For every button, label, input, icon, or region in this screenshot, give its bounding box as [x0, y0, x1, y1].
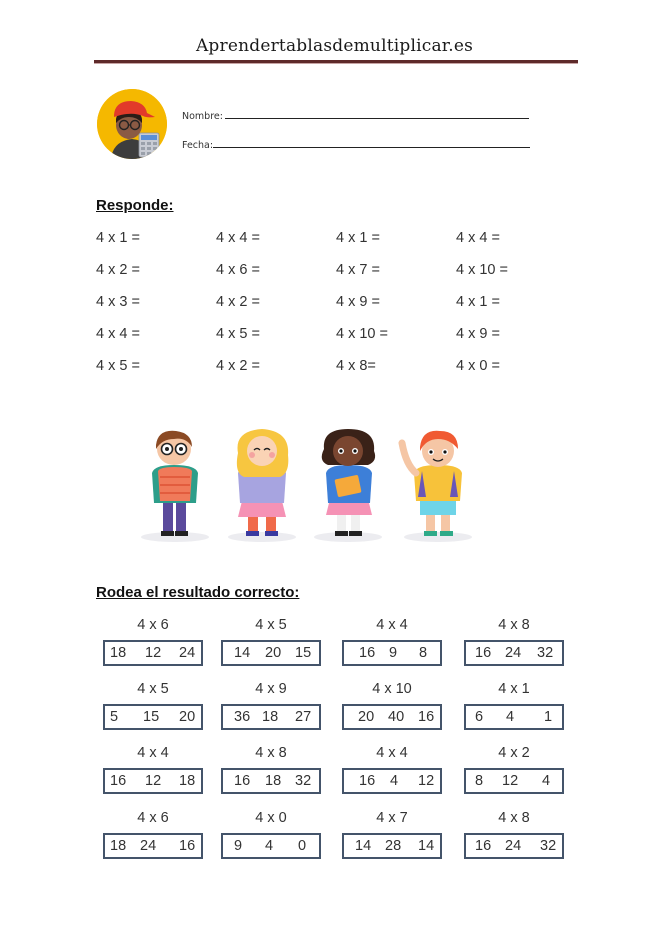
answer-option[interactable]: 27 — [295, 709, 312, 725]
choice-question: 4 x 2 — [498, 745, 530, 761]
answer-option[interactable]: 4 — [506, 709, 515, 725]
answer-option[interactable]: 16 — [475, 645, 492, 661]
responde-row — [96, 358, 576, 378]
choice-question-block — [464, 617, 564, 661]
choice-question-block — [103, 617, 203, 661]
multiplication-problem: 4 x 1 = — [336, 230, 380, 246]
answer-option[interactable]: 16 — [110, 773, 127, 789]
multiplication-problem: 4 x 2 = — [216, 358, 260, 374]
responde-heading: Responde: — [96, 197, 174, 214]
multiplication-problem: 4 x 1 = — [456, 294, 500, 310]
choice-question: 4 x 5 — [137, 681, 169, 697]
choice-question: 4 x 5 — [255, 617, 287, 633]
answer-option[interactable]: 18 — [110, 645, 127, 661]
answer-option[interactable]: 32 — [540, 838, 557, 854]
multiplication-problem: 4 x 2 = — [96, 262, 140, 278]
children-illustration-icon — [130, 425, 480, 545]
multiplication-problem: 4 x 1 = — [96, 230, 140, 246]
answer-option[interactable]: 4 — [265, 838, 274, 854]
answer-options-box — [221, 704, 321, 730]
answer-options-box — [342, 833, 442, 859]
fecha-input-line[interactable] — [213, 139, 530, 148]
answer-option[interactable]: 24 — [505, 645, 522, 661]
multiplication-problem: 4 x 4 = — [216, 230, 260, 246]
answer-option[interactable]: 16 — [359, 645, 376, 661]
answer-options-box — [103, 768, 203, 794]
answer-options-box — [464, 833, 564, 859]
answer-options-box — [342, 768, 442, 794]
choice-question-block — [221, 617, 321, 661]
multiplication-problem: 4 x 9 = — [456, 326, 500, 342]
answer-option[interactable]: 6 — [475, 709, 484, 725]
multiplication-problem: 4 x 10 = — [456, 262, 508, 278]
choice-question-block — [342, 617, 442, 661]
multiplication-problem: 4 x 2 = — [216, 294, 260, 310]
answer-option[interactable]: 12 — [145, 773, 162, 789]
choice-question: 4 x 1 — [498, 681, 530, 697]
answer-option[interactable]: 28 — [385, 838, 402, 854]
choice-question: 4 x 10 — [372, 681, 412, 697]
answer-option[interactable]: 16 — [418, 709, 435, 725]
answer-options-box — [342, 704, 442, 730]
answer-option[interactable]: 14 — [234, 645, 251, 661]
choice-question-block — [221, 810, 321, 854]
answer-option[interactable]: 24 — [179, 645, 196, 661]
answer-options-box — [221, 768, 321, 794]
multiplication-problem: 4 x 9 = — [336, 294, 380, 310]
choice-question-block — [342, 810, 442, 854]
multiplication-problem: 4 x 10 = — [336, 326, 388, 342]
answer-option[interactable]: 18 — [262, 709, 279, 725]
answer-option[interactable]: 14 — [355, 838, 372, 854]
answer-option[interactable]: 15 — [295, 645, 312, 661]
answer-options-box — [103, 704, 203, 730]
choice-question-block — [464, 810, 564, 854]
answer-options-box — [464, 704, 564, 730]
multiplication-problem: 4 x 5 = — [96, 358, 140, 374]
answer-option[interactable]: 5 — [110, 709, 119, 725]
answer-option[interactable]: 12 — [502, 773, 519, 789]
choice-question: 4 x 4 — [137, 745, 169, 761]
choice-question-block — [342, 681, 442, 725]
answer-option[interactable]: 36 — [234, 709, 251, 725]
answer-option[interactable]: 16 — [179, 838, 196, 854]
multiplication-problem: 4 x 0 = — [456, 358, 500, 374]
answer-option[interactable]: 8 — [475, 773, 484, 789]
multiplication-problem: 4 x 7 = — [336, 262, 380, 278]
choice-question: 4 x 6 — [137, 810, 169, 826]
answer-option[interactable]: 24 — [505, 838, 522, 854]
answer-option[interactable]: 18 — [179, 773, 196, 789]
responde-row — [96, 326, 576, 346]
nombre-input-line[interactable] — [225, 110, 529, 119]
answer-option[interactable]: 16 — [475, 838, 492, 854]
answer-option[interactable]: 0 — [298, 838, 307, 854]
choice-question: 4 x 6 — [137, 617, 169, 633]
boy-with-calculator-avatar-icon — [97, 89, 167, 159]
answer-option[interactable]: 20 — [179, 709, 196, 725]
choice-question-block — [103, 745, 203, 789]
answer-option[interactable]: 9 — [389, 645, 398, 661]
responde-row — [96, 294, 576, 314]
answer-options-box — [342, 640, 442, 666]
choice-question-block — [103, 681, 203, 725]
choice-question-block — [342, 745, 442, 789]
choice-question-block — [464, 745, 564, 789]
answer-option[interactable]: 18 — [265, 773, 282, 789]
answer-option[interactable]: 16 — [359, 773, 376, 789]
responde-row — [96, 262, 576, 282]
choice-question: 4 x 8 — [498, 810, 530, 826]
answer-option[interactable]: 12 — [145, 645, 162, 661]
fecha-field[interactable] — [182, 139, 530, 151]
answer-option[interactable]: 20 — [358, 709, 375, 725]
choice-question: 4 x 0 — [255, 810, 287, 826]
answer-option[interactable]: 4 — [390, 773, 399, 789]
answer-options-box — [221, 833, 321, 859]
multiplication-problem: 4 x 8= — [336, 358, 376, 374]
nombre-field[interactable] — [182, 110, 529, 122]
choice-question: 4 x 4 — [376, 745, 408, 761]
choice-question-block — [464, 681, 564, 725]
answer-option[interactable]: 32 — [537, 645, 554, 661]
choice-question: 4 x 8 — [255, 745, 287, 761]
answer-option[interactable]: 1 — [544, 709, 553, 725]
answer-option[interactable]: 20 — [265, 645, 282, 661]
answer-option[interactable]: 24 — [140, 838, 157, 854]
multiplication-problem: 4 x 5 = — [216, 326, 260, 342]
answer-option[interactable]: 18 — [110, 838, 127, 854]
answer-options-box — [221, 640, 321, 666]
answer-option[interactable]: 12 — [418, 773, 435, 789]
choice-question-block — [103, 810, 203, 854]
choice-question-block — [221, 681, 321, 725]
fecha-label: Fecha: — [182, 140, 214, 151]
answer-option[interactable]: 14 — [418, 838, 435, 854]
answer-option[interactable]: 4 — [542, 773, 551, 789]
answer-options-box — [103, 833, 203, 859]
multiplication-problem: 4 x 3 = — [96, 294, 140, 310]
choice-question: 4 x 8 — [498, 617, 530, 633]
multiplication-problem: 4 x 4 = — [456, 230, 500, 246]
answer-option[interactable]: 9 — [234, 838, 243, 854]
choice-question-block — [221, 745, 321, 789]
nombre-label: Nombre: — [182, 111, 223, 122]
answer-option[interactable]: 16 — [234, 773, 251, 789]
answer-options-box — [464, 640, 564, 666]
multiplication-problem: 4 x 6 = — [216, 262, 260, 278]
responde-row — [96, 230, 576, 250]
title-divider — [94, 60, 578, 64]
multiplication-problem: 4 x 4 = — [96, 326, 140, 342]
answer-option[interactable]: 15 — [143, 709, 160, 725]
site-title: Aprendertablasdemultiplicar.es — [195, 36, 474, 56]
answer-option[interactable]: 8 — [419, 645, 428, 661]
choice-question: 4 x 7 — [376, 810, 408, 826]
answer-options-box — [103, 640, 203, 666]
choice-question: 4 x 4 — [376, 617, 408, 633]
answer-options-box — [464, 768, 564, 794]
answer-option[interactable]: 32 — [295, 773, 312, 789]
answer-option[interactable]: 40 — [388, 709, 405, 725]
rodea-heading: Rodea el resultado correcto: — [96, 584, 300, 601]
choice-question: 4 x 9 — [255, 681, 287, 697]
